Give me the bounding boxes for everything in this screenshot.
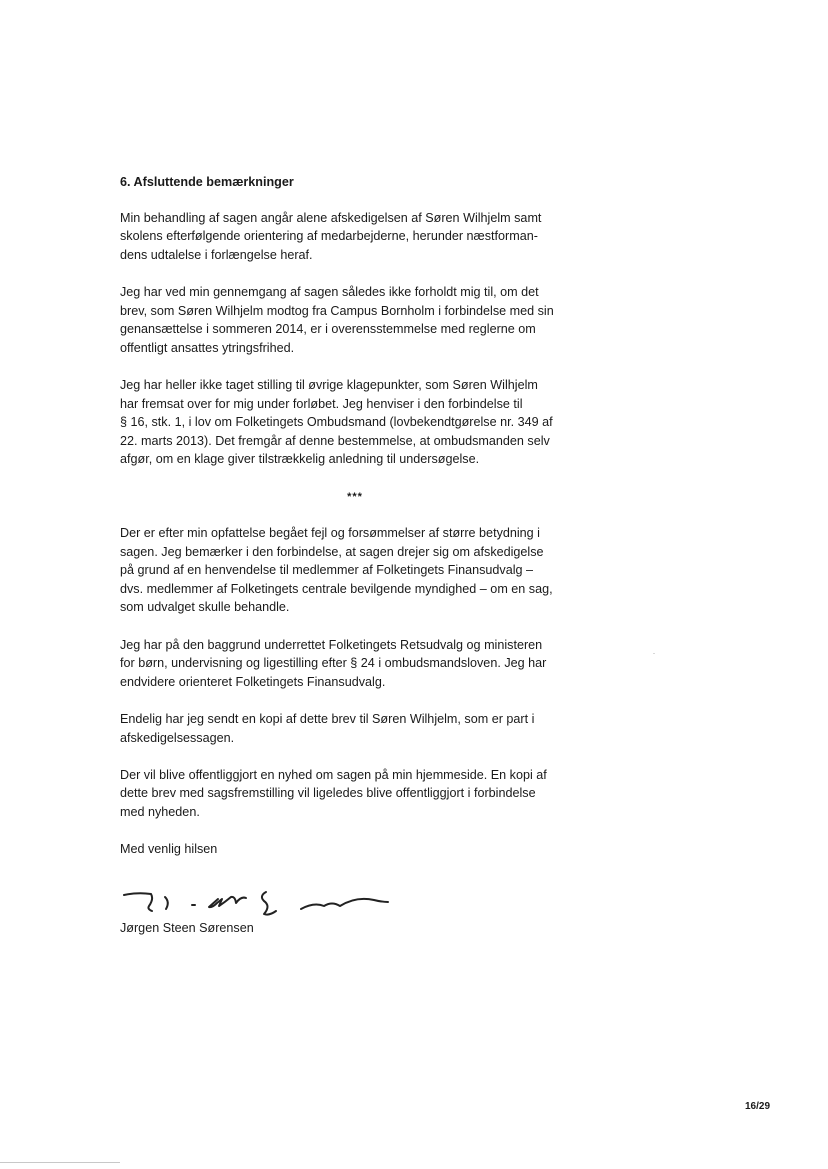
section-separator: *** (347, 490, 363, 503)
text-line: for børn, undervisning og ligestilling efter § 24 i ombudsmandsloven. Jeg har (120, 656, 547, 671)
text-line: Jeg har heller ikke taget stilling til øvrige klagepunkter, som Søren Wilhjelm (120, 377, 538, 392)
paragraph (120, 283, 590, 357)
page-number: 16/29 (745, 1101, 771, 1112)
text-line: dette brev med sagsfremstilling vil ligeledes blive offentliggjort i forbindelse (120, 786, 536, 801)
paragraph (120, 710, 590, 747)
section-heading: 6. Afsluttende bemærkninger (120, 175, 294, 189)
text-line: Der vil blive offentliggjort en nyhed om sagen på min hjemmeside. En kopi af (120, 767, 547, 782)
text-line: afgør, om en klage giver tilstrækkelig anledning til undersøgelse. (120, 452, 480, 467)
text-line: dens udtalelse i forlængelse heraf. (120, 247, 313, 262)
paragraphs-before-separator (120, 209, 590, 469)
paragraph (120, 524, 590, 617)
paragraph (120, 209, 590, 265)
scan-speck (653, 653, 655, 654)
text-line: endvidere orienteret Folketingets Finansudvalg. (120, 674, 386, 689)
text-line: har fremsat over for mig under forløbet. Jeg henviser i den forbindelse til (120, 396, 523, 411)
text-line: 22. marts 2013). Det fremgår af denne bestemmelse, at ombudsmanden selv (120, 433, 550, 448)
paragraph (120, 376, 590, 469)
text-line: § 16, stk. 1, i lov om Folketingets Ombudsmand (lovbekendtgørelse nr. 349 af (120, 415, 553, 430)
text-line: på grund af en henvendelse til medlemmer af Folketingets Finansudvalg – (120, 563, 534, 578)
signer-name: Jørgen Steen Sørensen (120, 920, 254, 935)
text-line: genansættelse i sommeren 2014, er i overensstemmelse med reglerne om (120, 322, 536, 337)
text-line: Min behandling af sagen angår alene afskedigelsen af Søren Wilhjelm samt (120, 210, 542, 225)
text-line: Jeg har på den baggrund underrettet Folketingets Retsudvalg og ministeren (120, 637, 543, 652)
text-line: Endelig har jeg sendt en kopi af dette brev til Søren Wilhjelm, som er part i (120, 712, 535, 727)
footer-rule (0, 1162, 120, 1163)
text-line: skolens efterfølgende orientering af medarbejderne, herunder næstforman- (120, 229, 538, 244)
paragraph (120, 636, 590, 692)
text-line: som udvalget skulle behandle. (120, 600, 290, 615)
text-line: dvs. medlemmer af Folketingets centrale bevilgende myndighed – om en sag, (120, 581, 553, 596)
text-line: Jeg har ved min gennemgang af sagen således ikke forholdt mig til, om det (120, 284, 539, 299)
letter-body (120, 173, 590, 937)
text-line: afskedigelsessagen. (120, 730, 235, 745)
text-line: sagen. Jeg bemærker i den forbindelse, at sagen drejer sig om afskedigelse (120, 544, 544, 559)
closing-greeting: Med venlig hilsen (120, 842, 218, 857)
text-line: med nyheden. (120, 805, 200, 819)
text-line: brev, som Søren Wilhjelm modtog fra Campus Bornholm i forbindelse med sin (120, 303, 554, 318)
text-line: offentligt ansattes ytringsfrihed. (120, 340, 295, 355)
paragraphs-after-separator (120, 524, 590, 822)
paragraph (120, 766, 590, 822)
text-line: Der er efter min opfattelse begået fejl og forsømmelser af større betydning i (120, 526, 540, 541)
